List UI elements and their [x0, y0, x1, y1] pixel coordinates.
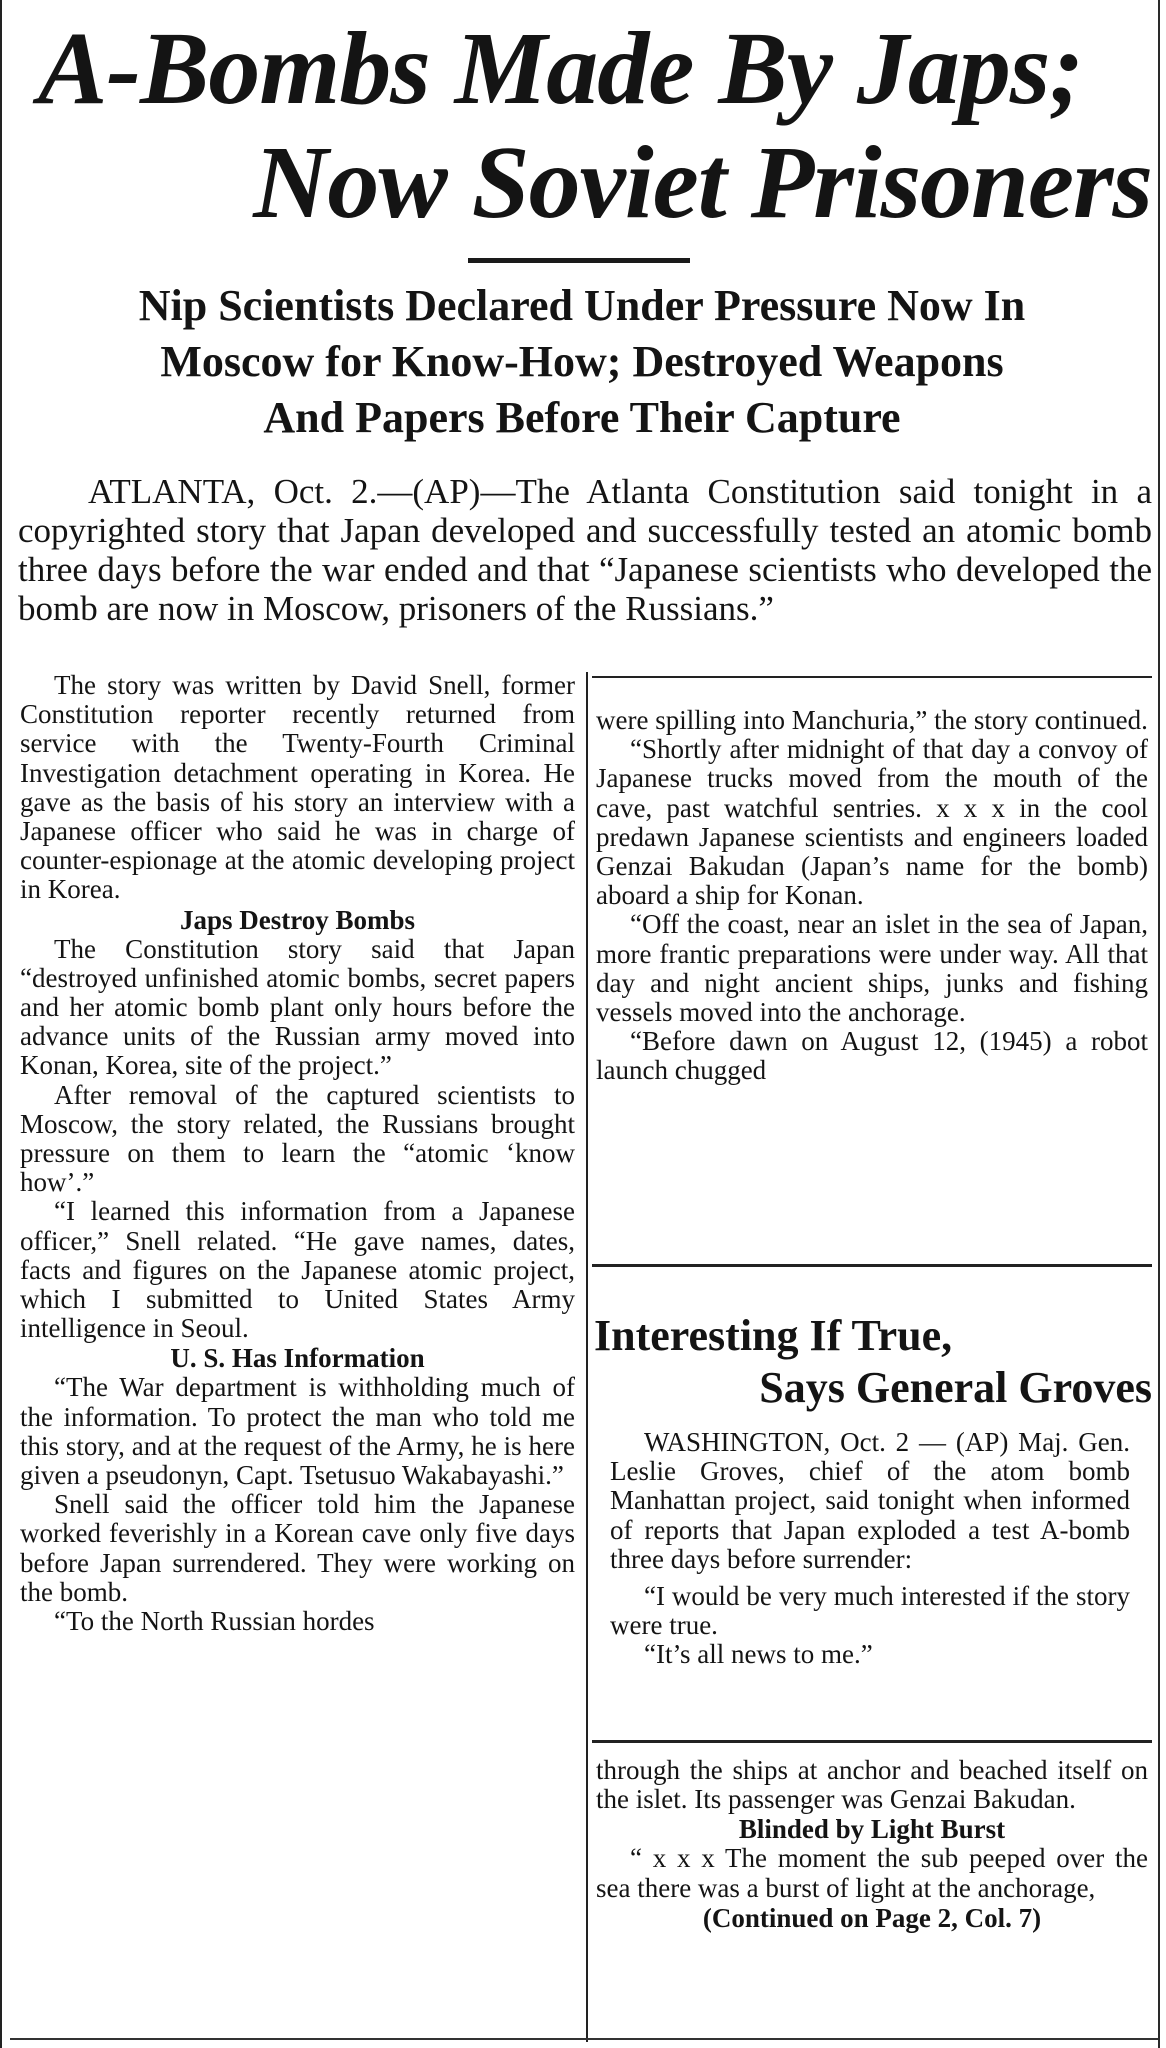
article-paragraph: “I learned this information from a Japanese officer,” Snell related. “He gave names, dates, facts and figures on the Japanese atomic project, which I submitted to United States Army intelligence in Seoul.: [20, 1196, 575, 1344]
deck-line-1: Nip Scientists Declared Under Pressure Now In: [138, 281, 1026, 330]
article-paragraph: After removal of the captured scientists to Moscow, the story related, the Russians brought pressure on them to learn the “atomic ‘know how’.”: [20, 1079, 575, 1198]
sidebar-body: [610, 1428, 1130, 1670]
article-paragraph: “The War department is withholding much of the information. To protect the man who told me this story, and at the request of the Army, he is here given a pseudonyn, Capt. Tsetusuo Wakabayashi.”: [20, 1372, 575, 1491]
deck-line-2: Moscow for Know-How; Destroyed Weapons: [160, 337, 1004, 386]
headline-line-2: Now Soviet Prisoners: [253, 125, 1152, 240]
sidebar-title-line-2: Says General Groves: [759, 1363, 1152, 1412]
article-paragraph: “To the North Russian hordes: [54, 1606, 375, 1637]
subhead-japs-destroy-bombs: Japs Destroy Bombs: [179, 904, 416, 935]
page-edge-border: [1158, 0, 1166, 2048]
subhead-us-has-information: U. S. Has Information: [170, 1343, 425, 1374]
sidebar-title-line-1: Interesting If True,: [594, 1311, 953, 1360]
article-paragraph: The Constitution story said that Japan “destroyed unfinished atomic bombs, secret papers and her atomic bomb plant only hours before the advance units of the Russian army moved into Konan, Korea, site of the project.”: [20, 933, 575, 1081]
deck-line-3: And Papers Before Their Capture: [263, 393, 901, 442]
subhead-blinded-by-light-burst: Blinded by Light Burst: [738, 1814, 1006, 1845]
article-paragraph: “Off the coast, near an islet in the sea of Japan, more frantic preparations were under way. All that day and night ancient ships, junks and fishing vessels moved into the anchorage.: [596, 909, 1148, 1028]
lead-paragraph: [18, 472, 1152, 628]
article-paragraph: through the ships at anchor and beached itself on the islet. Its passenger was Genzai Bakudan.: [596, 1755, 1148, 1815]
left-column: [20, 671, 575, 1636]
right-column-top-rule: [592, 676, 1152, 678]
sidebar-paragraph: “I would be very much interested if the story were true.: [610, 1581, 1130, 1641]
article-paragraph: “Before dawn on August 12, (1945) a robot launch chugged: [596, 1026, 1148, 1086]
headline-line-1: A-Bombs Made By Japs;: [38, 11, 1083, 126]
article-paragraph: were spilling into Manchuria,” the story continued.: [596, 705, 1148, 735]
article-paragraph: “Shortly after midnight of that day a convoy of Japanese trucks moved from the mouth of the cave, past watchful sentries. x x x in the cool predawn Japanese scientists and engineers loaded Genzai Bakudan (Japan’s name for the bomb) aboard a ship for Konan.: [596, 734, 1148, 911]
sidebar-paragraph: “It’s all news to me.”: [644, 1639, 873, 1670]
headline-divider: [468, 258, 690, 263]
article-paragraph: Snell said the officer told him the Japanese worked feverishly in a Korean cave only five days before Japan surrendered. They were working on the bomb.: [20, 1489, 575, 1607]
page-bottom-rule: [10, 2038, 1160, 2040]
sidebar-top-rule: [592, 1264, 1152, 1267]
sidebar-paragraph: WASHINGTON, Oct. 2 — (AP) Maj. Gen. Leslie Groves, chief of the atom bomb Manhattan project, said tonight when informed of reports that Japan exploded a test A-bomb three days before surrender:: [610, 1427, 1130, 1574]
column-divider: [586, 672, 588, 2042]
article-paragraph: The story was written by David Snell, former Constitution reporter recently returned from service with the Twenty-Fourth Criminal Investigation detachment operating in Korea. He gave as the basis of his story an interview with a Japanese officer who said he was in charge of counter-espionage at the atomic developing project in Korea.: [20, 670, 575, 905]
lead-text: ATLANTA, Oct. 2.—(AP)—The Atlanta Constitution said tonight in a copyrighted story that Japan developed and successfully tested an atomic bomb three days before the war ended and that “Japanese scientists who developed the bomb are now in Moscow, prisoners of the Russians.”: [18, 472, 1152, 628]
sidebar-bottom-rule: [592, 1740, 1152, 1743]
article-paragraph: “ x x x The moment the sub peeped over the sea there was a burst of light at the anchorage,: [596, 1843, 1148, 1903]
continued-on-page-link[interactable]: (Continued on Page 2, Col. 7): [702, 1902, 1042, 1933]
right-column-continuation: [596, 706, 1148, 1086]
right-column-bottom: [596, 1756, 1148, 1933]
subheadline-deck: [12, 278, 1152, 446]
